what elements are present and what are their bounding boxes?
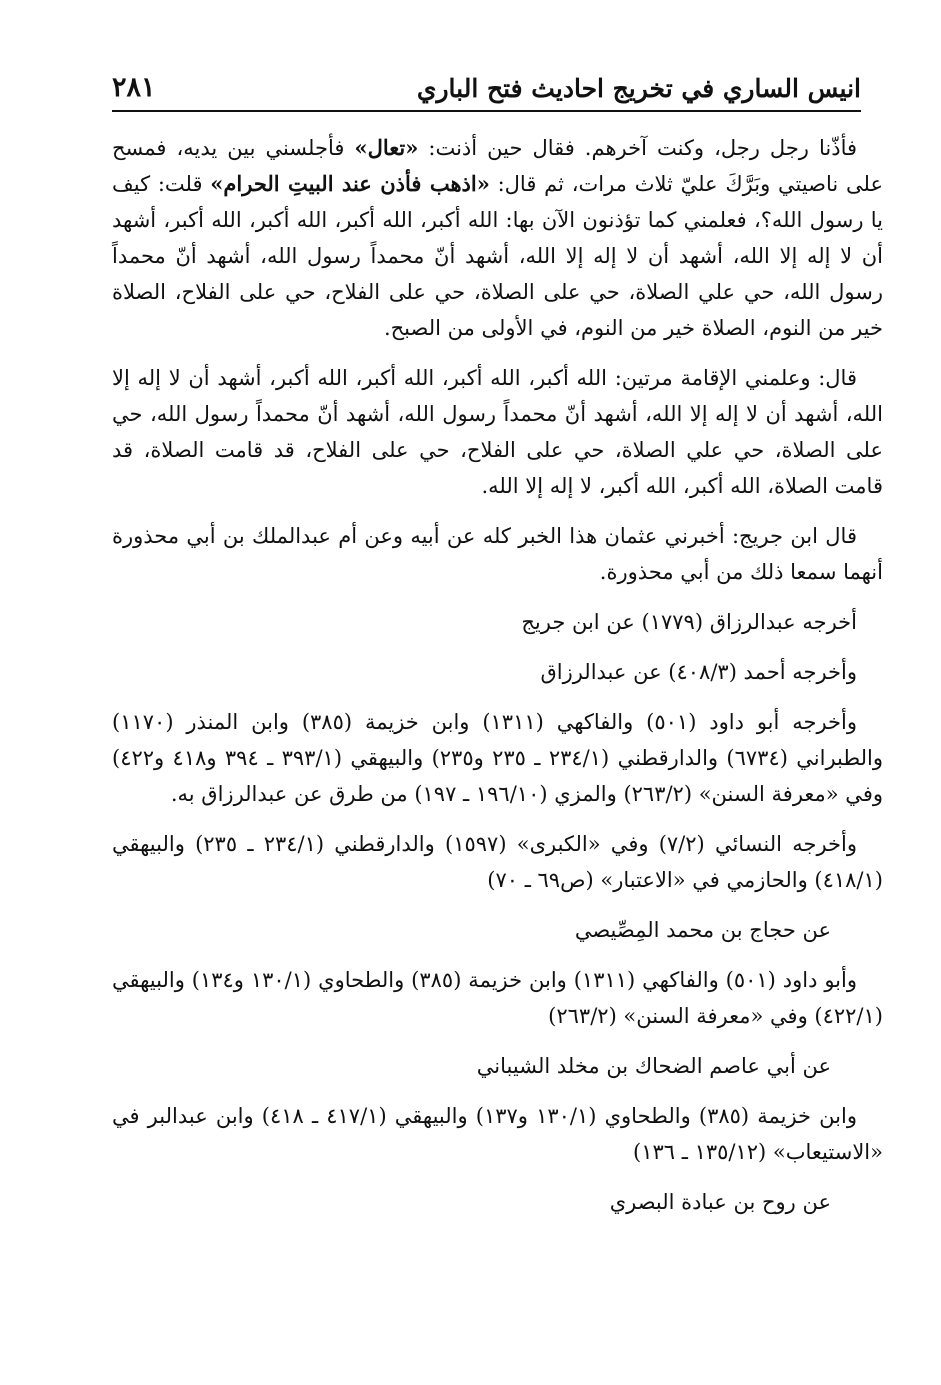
paragraph bbox=[112, 518, 883, 590]
text-run: أخرجه عبدالرزاق (١٧٧٩) عن ابن جريج bbox=[521, 610, 857, 634]
text-run: وأخرجه أحمد (٤٠٨/٣) عن عبدالرزاق bbox=[540, 660, 857, 684]
text-run: وابن خزيمة (٣٨٥) والطحاوي (١٣٠/١ و١٣٧) والبيهقي (٤١٧/١ ـ ٤١٨) وابن عبدالبر في «الاستيعاب» (١٣٥/١٢ ـ ١٣٦) bbox=[112, 1104, 883, 1164]
quoted-text: «تعال» bbox=[354, 135, 419, 160]
paragraph bbox=[112, 130, 883, 346]
paragraph bbox=[112, 1048, 883, 1084]
document-body bbox=[112, 130, 883, 1234]
paragraph bbox=[112, 962, 883, 1034]
paragraph bbox=[112, 654, 883, 690]
paragraph bbox=[112, 826, 883, 898]
text-run: وأخرجه أبو داود (٥٠١) والفاكهي (١٣١١) وابن خزيمة (٣٨٥) وابن المنذر (١١٧٠) والطبراني (٦٧٣٤) والدارقطني (٢٣٤/١ ـ ٢٣٥ و٢٣٥) والبيهقي (٣٩٣/١ ـ ٣٩٤ و٤١٨ و٤٢٢) وفي «معرفة السنن» (٢٦٣/٢) والمزي (١٩٦/١٠ ـ ١٩٧) من طرق عن عبدالرزاق به. bbox=[112, 710, 883, 806]
text-run: وأخرجه النسائي (٧/٢) وفي «الكبرى» (١٥٩٧) والدارقطني (٢٣٤/١ ـ ٢٣٥) والبيهقي (٤١٨/١) والحازمي في «الاعتبار» (ص٦٩ ـ ٧٠) bbox=[112, 832, 883, 892]
paragraph bbox=[112, 1184, 883, 1220]
paragraph bbox=[112, 604, 883, 640]
quoted-text: «اذهب فأذن عند البيتِ الحرام» bbox=[210, 171, 490, 196]
paragraph bbox=[112, 912, 883, 948]
header-rule bbox=[112, 110, 861, 112]
paragraph bbox=[112, 360, 883, 504]
text-run: فأذّنا رجل رجل، وكنت آخرهم. فقال حين أذنت: bbox=[418, 136, 858, 160]
text-run: قلت: كيف يا رسول الله؟، فعلمني كما تؤذنون الآن بها: الله أكبر، الله أكبر، الله أكبر، الله أكبر، أشهد أن لا إله إلا الله، أشهد أن لا إله إلا الله، أشهد أنّ محمداً رسول الله، أشهد أنّ محمداً رسول الله، حي علي الصلاة، حي على الصلاة، حي على الفلاح، حي على الفلاح، الصلاة خير من النوم، الصلاة خير من النوم، في الأولى من الصبح. bbox=[112, 172, 883, 340]
text-run: قال ابن جريج: أخبرني عثمان هذا الخبر كله عن أبيه وعن أم عبدالملك بن أبي محذورة أنهما سمعا ذلك من أبي محذورة. bbox=[112, 524, 883, 584]
text-run: قال: وعلمني الإقامة مرتين: الله أكبر، الله أكبر، الله أكبر، الله أكبر، أشهد أن لا إله إلا الله، أشهد أن لا إله إلا الله، أشهد أنّ محمداً رسول الله، أشهد أنّ محمداً رسول الله، حي على الصلاة، حي علي الصلاة، حي على الفلاح، حي على الفلاح، قد قامت الصلاة، قد قامت الصلاة، الله أكبر، الله أكبر، لا إله إلا الله. bbox=[112, 366, 883, 498]
running-title: انيس الساري في تخريج احاديث فتح الباري bbox=[416, 74, 861, 103]
text-run: فأجلسني بين يديه، فمسح على ناصيتي وبَرَّكَ عليّ ثلاث مرات، ثم قال: bbox=[112, 136, 883, 196]
text-run: عن أبي عاصم الضحاك بن مخلد الشيباني bbox=[476, 1054, 831, 1078]
page-number: ٢٨١ bbox=[112, 72, 156, 103]
paragraph bbox=[112, 704, 883, 812]
text-run: عن روح بن عبادة البصري bbox=[609, 1190, 831, 1214]
text-run: وأبو داود (٥٠١) والفاكهي (١٣١١) وابن خزيمة (٣٨٥) والطحاوي (١٣٠/١ و١٣٤) والبيهقي (٤٢٢/١) وفي «معرفة السنن» (٢٦٣/٢) bbox=[112, 968, 883, 1028]
page-header bbox=[112, 70, 861, 110]
paragraph bbox=[112, 1098, 883, 1170]
text-run: عن حجاج بن محمد المِصِّيصي bbox=[574, 918, 831, 942]
